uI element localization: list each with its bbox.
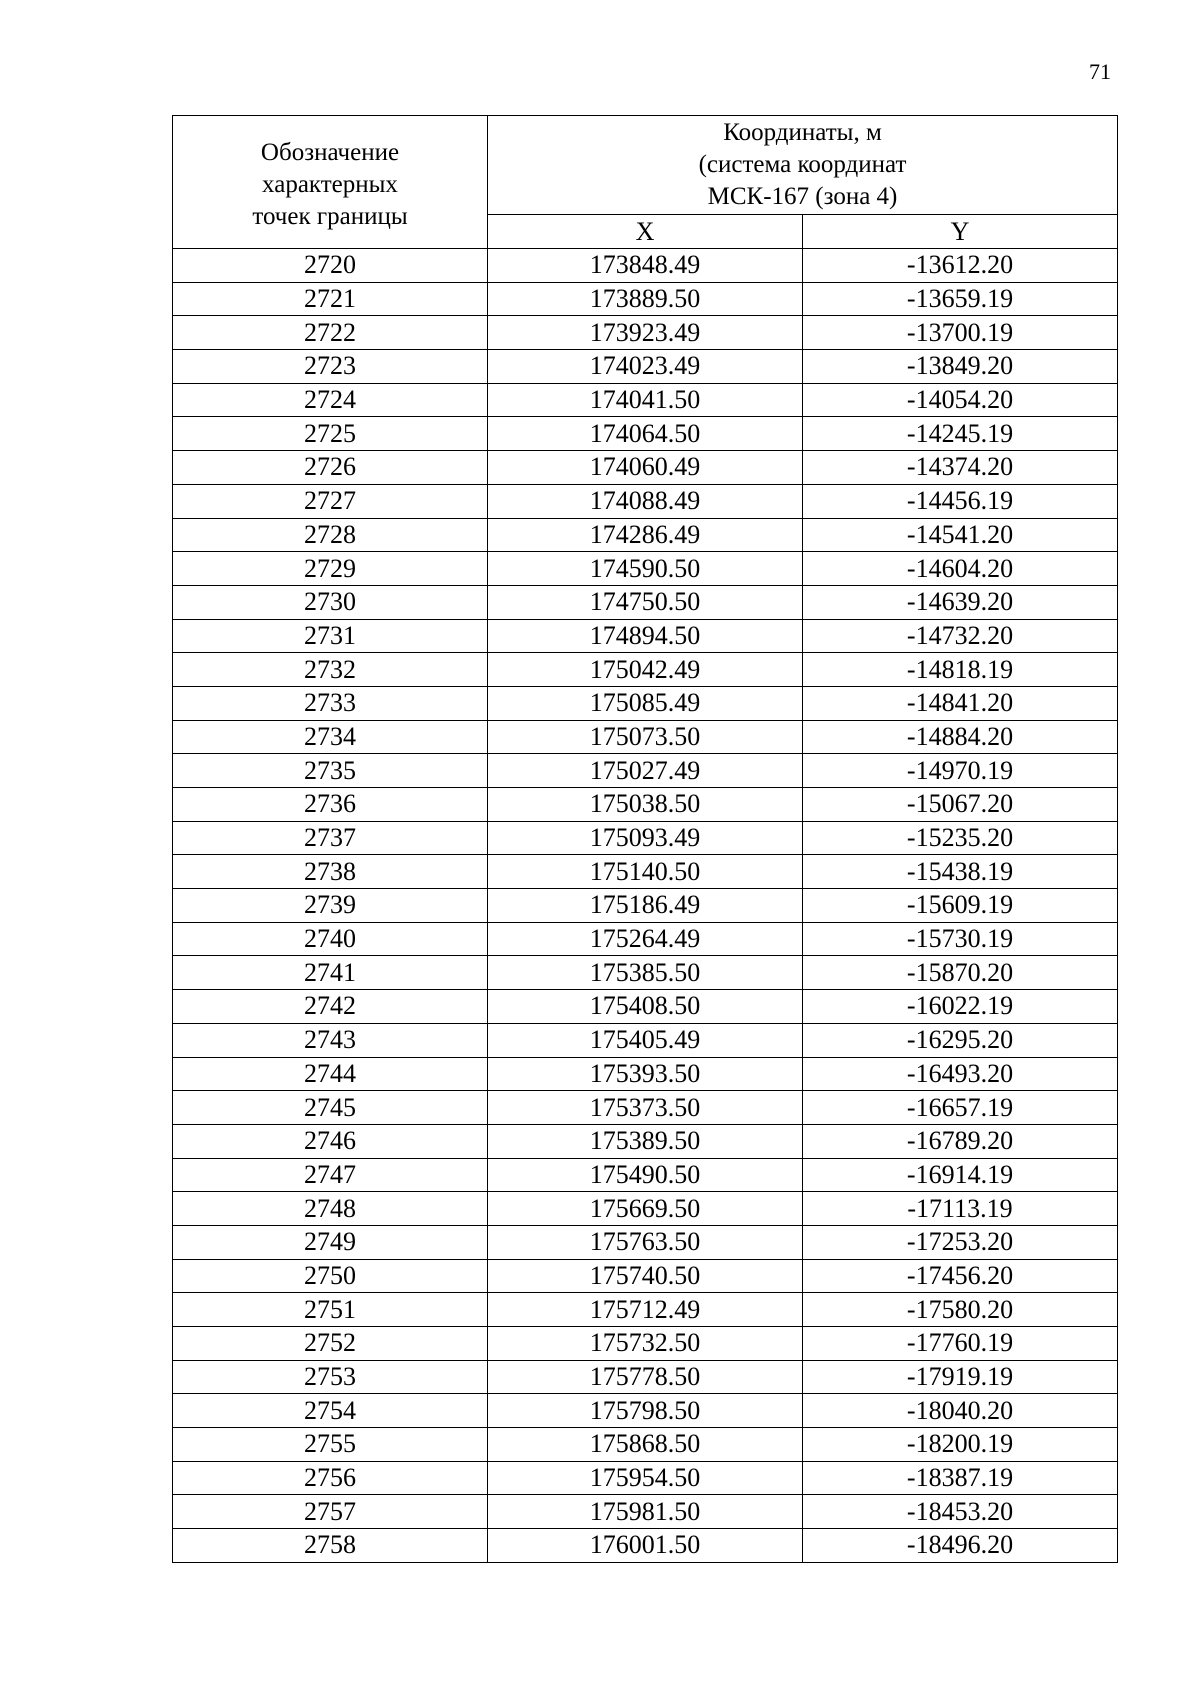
x-cell: 175027.49 [488, 754, 803, 788]
table-row [173, 484, 1118, 518]
y-cell: -13659.19 [803, 282, 1118, 316]
y-cell: -15870.20 [803, 956, 1118, 990]
table-body [173, 249, 1118, 1563]
x-cell: 174088.49 [488, 484, 803, 518]
y-cell: -18496.20 [803, 1529, 1118, 1563]
table-row [173, 1360, 1118, 1394]
x-cell: 174286.49 [488, 518, 803, 552]
point-cell: 2726 [173, 451, 488, 485]
y-cell: -17113.19 [803, 1192, 1118, 1226]
table-row [173, 282, 1118, 316]
point-cell: 2724 [173, 383, 488, 417]
x-cell: 175669.50 [488, 1192, 803, 1226]
y-cell: -15609.19 [803, 889, 1118, 923]
table-row [173, 552, 1118, 586]
point-cell: 2758 [173, 1529, 488, 1563]
table-row [173, 383, 1118, 417]
x-cell: 175490.50 [488, 1158, 803, 1192]
header-designation-line: точек границы [252, 203, 408, 230]
x-cell: 175712.49 [488, 1293, 803, 1327]
x-cell: 174894.50 [488, 619, 803, 653]
point-cell: 2722 [173, 316, 488, 350]
table-row [173, 855, 1118, 889]
header-coordinates-line: МСК-167 (зона 4) [707, 183, 898, 210]
x-cell: 175981.50 [488, 1495, 803, 1529]
point-cell: 2729 [173, 552, 488, 586]
x-cell: 175373.50 [488, 1091, 803, 1125]
point-cell: 2723 [173, 350, 488, 384]
table-row [173, 990, 1118, 1024]
x-cell: 174060.49 [488, 451, 803, 485]
table-row [173, 1023, 1118, 1057]
y-cell: -17580.20 [803, 1293, 1118, 1327]
point-cell: 2735 [173, 754, 488, 788]
point-cell: 2757 [173, 1495, 488, 1529]
table-row [173, 585, 1118, 619]
table-row [173, 350, 1118, 384]
x-cell: 175954.50 [488, 1461, 803, 1495]
table-row [173, 1057, 1118, 1091]
x-cell: 175868.50 [488, 1428, 803, 1462]
x-cell: 175778.50 [488, 1360, 803, 1394]
y-cell: -17919.19 [803, 1360, 1118, 1394]
y-cell: -18200.19 [803, 1428, 1118, 1462]
table-row [173, 821, 1118, 855]
y-cell: -17760.19 [803, 1327, 1118, 1361]
x-cell: 175186.49 [488, 889, 803, 923]
point-cell: 2754 [173, 1394, 488, 1428]
y-cell: -15730.19 [803, 922, 1118, 956]
y-cell: -14374.20 [803, 451, 1118, 485]
table-row [173, 1327, 1118, 1361]
y-cell: -13612.20 [803, 249, 1118, 283]
table-row [173, 956, 1118, 990]
y-cell: -15235.20 [803, 821, 1118, 855]
y-cell: -16295.20 [803, 1023, 1118, 1057]
x-cell: 175798.50 [488, 1394, 803, 1428]
table-row [173, 1158, 1118, 1192]
y-cell: -14054.20 [803, 383, 1118, 417]
point-cell: 2747 [173, 1158, 488, 1192]
y-cell: -18387.19 [803, 1461, 1118, 1495]
point-cell: 2728 [173, 518, 488, 552]
point-cell: 2746 [173, 1124, 488, 1158]
point-cell: 2756 [173, 1461, 488, 1495]
y-cell: -14841.20 [803, 686, 1118, 720]
table-row [173, 1394, 1118, 1428]
point-cell: 2738 [173, 855, 488, 889]
x-cell: 175093.49 [488, 821, 803, 855]
x-cell: 175389.50 [488, 1124, 803, 1158]
point-cell: 2720 [173, 249, 488, 283]
table-row [173, 1225, 1118, 1259]
x-cell: 173848.49 [488, 249, 803, 283]
point-cell: 2731 [173, 619, 488, 653]
header-coordinates-line: (система координат [698, 151, 907, 178]
x-cell: 175038.50 [488, 788, 803, 822]
x-cell: 173889.50 [488, 282, 803, 316]
point-cell: 2742 [173, 990, 488, 1024]
header-coordinates-line: Координаты, м [723, 119, 882, 146]
y-cell: -14604.20 [803, 552, 1118, 586]
x-cell: 175085.49 [488, 686, 803, 720]
y-cell: -17456.20 [803, 1259, 1118, 1293]
table-row [173, 1259, 1118, 1293]
x-cell: 173923.49 [488, 316, 803, 350]
y-cell: -18453.20 [803, 1495, 1118, 1529]
page-number: 71 [1089, 59, 1111, 84]
y-cell: -14818.19 [803, 653, 1118, 687]
x-cell: 175385.50 [488, 956, 803, 990]
point-cell: 2750 [173, 1259, 488, 1293]
point-cell: 2752 [173, 1327, 488, 1361]
header-y: Y [803, 215, 1118, 249]
y-cell: -14884.20 [803, 720, 1118, 754]
point-cell: 2751 [173, 1293, 488, 1327]
point-cell: 2743 [173, 1023, 488, 1057]
table-row [173, 720, 1118, 754]
table-row [173, 451, 1118, 485]
table-header [173, 116, 1118, 249]
x-cell: 174064.50 [488, 417, 803, 451]
x-cell: 175140.50 [488, 855, 803, 889]
header-x: X [488, 215, 803, 249]
table-row [173, 922, 1118, 956]
header-designation-line: характерных [262, 171, 398, 198]
y-cell: -14245.19 [803, 417, 1118, 451]
point-cell: 2732 [173, 653, 488, 687]
point-cell: 2739 [173, 889, 488, 923]
point-cell: 2721 [173, 282, 488, 316]
point-cell: 2734 [173, 720, 488, 754]
table-row [173, 1124, 1118, 1158]
point-cell: 2733 [173, 686, 488, 720]
header-coordinates [488, 116, 1118, 215]
x-cell: 175740.50 [488, 1259, 803, 1293]
x-cell: 176001.50 [488, 1529, 803, 1563]
table-row [173, 686, 1118, 720]
y-cell: -14456.19 [803, 484, 1118, 518]
y-cell: -16493.20 [803, 1057, 1118, 1091]
y-cell: -16789.20 [803, 1124, 1118, 1158]
x-cell: 175264.49 [488, 922, 803, 956]
y-cell: -16657.19 [803, 1091, 1118, 1125]
x-cell: 175393.50 [488, 1057, 803, 1091]
y-cell: -14541.20 [803, 518, 1118, 552]
point-cell: 2748 [173, 1192, 488, 1226]
table-row [173, 1192, 1118, 1226]
y-cell: -13700.19 [803, 316, 1118, 350]
y-cell: -16022.19 [803, 990, 1118, 1024]
x-cell: 174590.50 [488, 552, 803, 586]
point-cell: 2744 [173, 1057, 488, 1091]
x-cell: 174750.50 [488, 585, 803, 619]
table-row [173, 518, 1118, 552]
point-cell: 2725 [173, 417, 488, 451]
table-row [173, 417, 1118, 451]
table-row [173, 619, 1118, 653]
point-cell: 2736 [173, 788, 488, 822]
point-cell: 2745 [173, 1091, 488, 1125]
x-cell: 175763.50 [488, 1225, 803, 1259]
table-row [173, 1529, 1118, 1563]
point-cell: 2753 [173, 1360, 488, 1394]
x-cell: 174041.50 [488, 383, 803, 417]
table-row [173, 1293, 1118, 1327]
point-cell: 2727 [173, 484, 488, 518]
table-row [173, 889, 1118, 923]
table-row [173, 1091, 1118, 1125]
y-cell: -14970.19 [803, 754, 1118, 788]
x-cell: 175732.50 [488, 1327, 803, 1361]
table-row [173, 754, 1118, 788]
x-cell: 175405.49 [488, 1023, 803, 1057]
table-row [173, 788, 1118, 822]
y-cell: -15438.19 [803, 855, 1118, 889]
point-cell: 2755 [173, 1428, 488, 1462]
table-row [173, 1428, 1118, 1462]
x-cell: 175073.50 [488, 720, 803, 754]
table-row [173, 316, 1118, 350]
header-designation [173, 116, 488, 249]
y-cell: -14732.20 [803, 619, 1118, 653]
table-row [173, 653, 1118, 687]
header-row-group [173, 116, 1118, 215]
table-row [173, 1495, 1118, 1529]
coordinates-table [172, 115, 1118, 1563]
y-cell: -16914.19 [803, 1158, 1118, 1192]
point-cell: 2740 [173, 922, 488, 956]
header-designation-line: Обозначение [260, 139, 400, 166]
point-cell: 2741 [173, 956, 488, 990]
table-row [173, 1461, 1118, 1495]
point-cell: 2749 [173, 1225, 488, 1259]
y-cell: -18040.20 [803, 1394, 1118, 1428]
x-cell: 175042.49 [488, 653, 803, 687]
x-cell: 174023.49 [488, 350, 803, 384]
y-cell: -13849.20 [803, 350, 1118, 384]
point-cell: 2737 [173, 821, 488, 855]
y-cell: -17253.20 [803, 1225, 1118, 1259]
y-cell: -15067.20 [803, 788, 1118, 822]
point-cell: 2730 [173, 585, 488, 619]
table-row [173, 249, 1118, 283]
y-cell: -14639.20 [803, 585, 1118, 619]
x-cell: 175408.50 [488, 990, 803, 1024]
